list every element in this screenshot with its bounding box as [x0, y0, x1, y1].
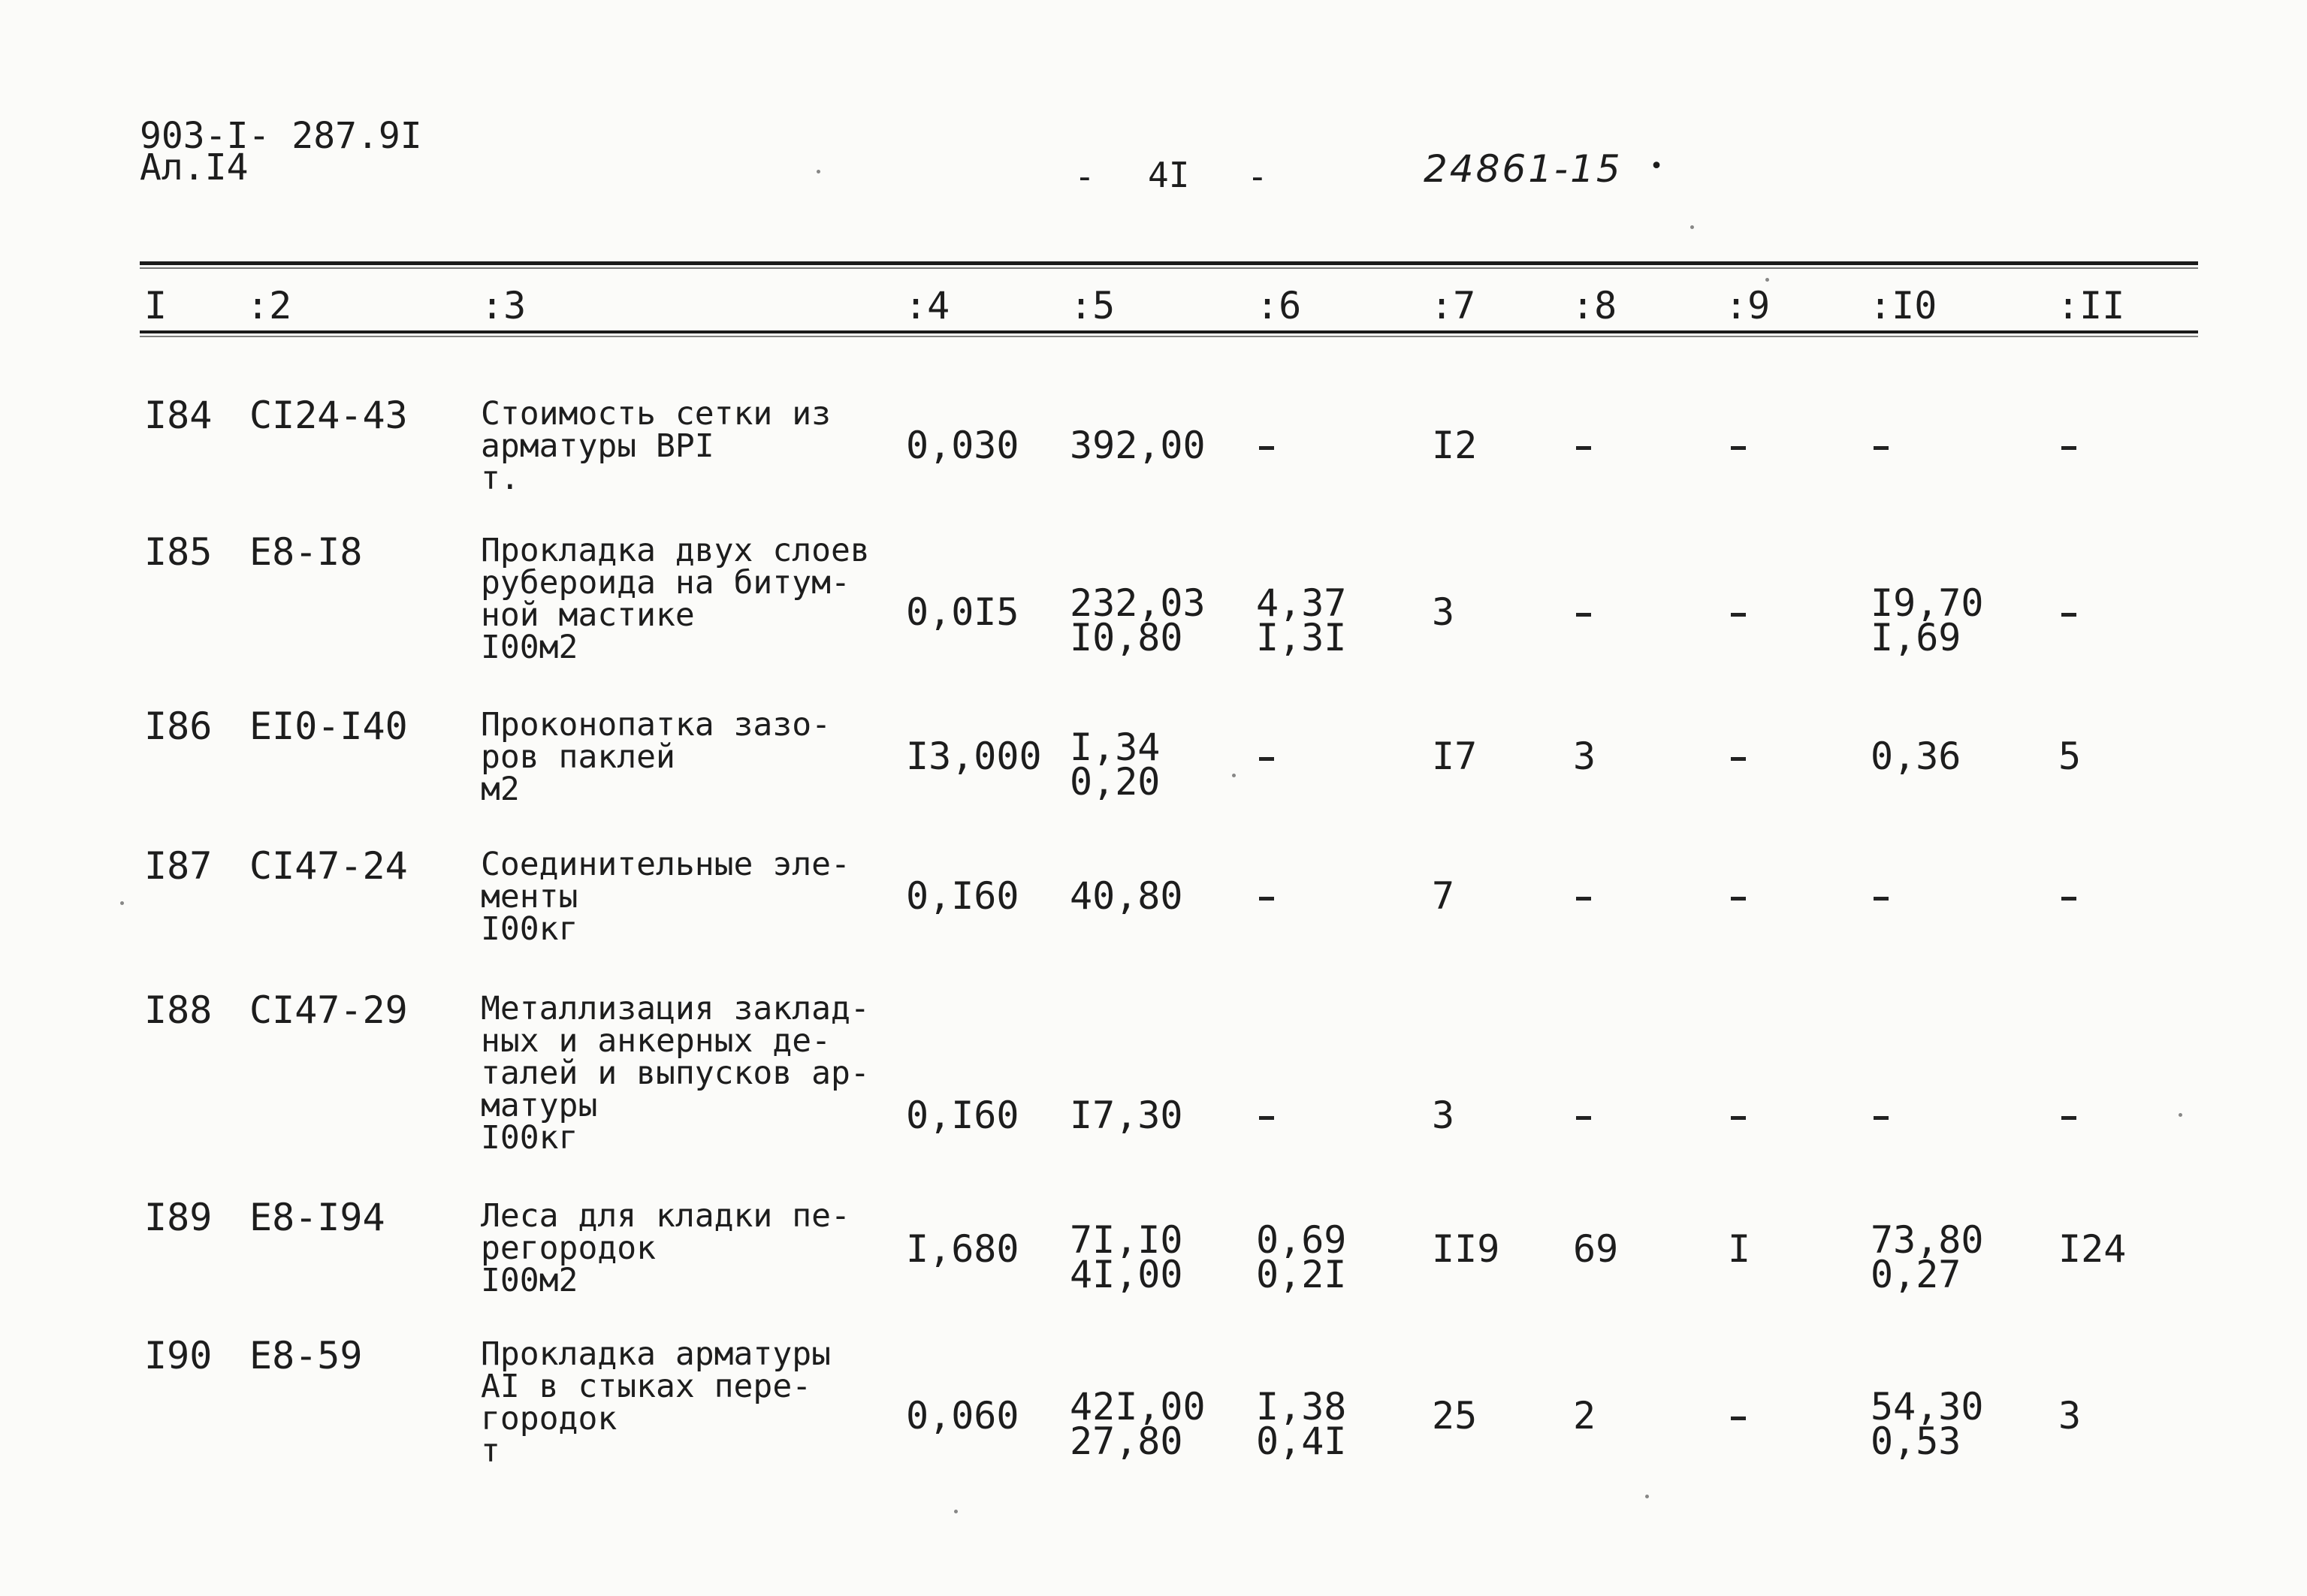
- quantity-value: 0,0I5: [906, 590, 1019, 634]
- column-11-value: [2061, 613, 2076, 617]
- column-10-value: I9,70: [1871, 581, 1984, 625]
- work-description-line: Леса для кладки пе-: [481, 1197, 850, 1235]
- column-6-value: 0,2I: [1256, 1253, 1347, 1296]
- row-number: I89: [144, 1196, 213, 1239]
- column-6-value: 0,4I: [1256, 1420, 1347, 1463]
- scan-speck: [1232, 774, 1236, 777]
- column-7-value: 3: [1432, 590, 1455, 634]
- unit-price-value: 27,80: [1070, 1420, 1183, 1463]
- column-11-value: I24: [2058, 1227, 2127, 1271]
- col-header-11: :II: [2057, 284, 2125, 327]
- column-6-value: [1259, 1116, 1274, 1120]
- column-8-value: 69: [1573, 1227, 1619, 1271]
- column-7-value: I7: [1432, 735, 1478, 778]
- page-dash-right: -: [1247, 156, 1268, 197]
- work-description-line: Проконопатка зазо-: [481, 706, 831, 744]
- col-header-1: I: [144, 284, 168, 327]
- work-description-line: городок: [481, 1400, 618, 1438]
- column-7-value: 7: [1432, 874, 1455, 918]
- col-header-5: :5: [1070, 284, 1116, 327]
- row-number: I88: [144, 988, 213, 1032]
- scan-speck: [817, 170, 820, 173]
- column-10-value: [1874, 897, 1889, 901]
- column-7-value: 3: [1432, 1094, 1455, 1137]
- work-description-line: AI в стыках пере-: [481, 1368, 812, 1405]
- column-9-value: [1731, 446, 1746, 450]
- row-number: I84: [144, 394, 213, 437]
- col-header-8: :8: [1572, 284, 1617, 327]
- unit-price-value: 42I,00: [1070, 1385, 1206, 1429]
- norm-code: CI24-43: [249, 394, 408, 437]
- scan-speck: [954, 1510, 958, 1513]
- unit-price-value: 0,20: [1070, 760, 1161, 804]
- document-code: 903-I- 287.9I: [140, 115, 422, 157]
- column-10-value: 0,53: [1871, 1420, 1961, 1463]
- work-description-line: I00кг: [481, 1119, 578, 1157]
- norm-code: E8-I94: [249, 1196, 385, 1239]
- table-header-rule: [140, 330, 2198, 333]
- column-11-value: [2061, 897, 2076, 901]
- inventory-number: 24861-15: [1424, 147, 1623, 191]
- work-description-line: I00кг: [481, 910, 578, 948]
- col-header-4: :4: [904, 284, 950, 327]
- quantity-value: 0,030: [906, 424, 1019, 467]
- scan-speck: [1690, 225, 1694, 229]
- work-description-line: Соединительные эле-: [481, 846, 850, 883]
- quantity-value: 0,I60: [906, 874, 1019, 918]
- quantity-value: I3,000: [906, 735, 1042, 778]
- quantity-value: I,680: [906, 1227, 1019, 1271]
- page-number: 4I: [1148, 155, 1190, 195]
- unit-price-value: 40,80: [1070, 874, 1183, 918]
- col-header-10: :I0: [1869, 284, 1937, 327]
- unit-price-value: 232,03: [1070, 581, 1206, 625]
- work-description-line: ной мастике: [481, 596, 695, 634]
- col-header-6: :6: [1256, 284, 1302, 327]
- unit-price-value: I7,30: [1070, 1094, 1183, 1137]
- work-description-line: талей и выпусков ар-: [481, 1054, 870, 1092]
- table-header-rule-thin: [140, 336, 2198, 337]
- work-description-line: Прокладка арматуры: [481, 1335, 831, 1373]
- norm-code: E8-59: [249, 1334, 363, 1377]
- column-11-value: [2061, 446, 2076, 450]
- inventory-mark: •: [1650, 153, 1664, 180]
- scan-speck: [1645, 1495, 1649, 1498]
- column-6-value: [1259, 757, 1274, 761]
- norm-code: CI47-29: [249, 988, 408, 1032]
- work-description-line: регородок: [481, 1229, 656, 1267]
- work-description-line: менты: [481, 878, 578, 916]
- column-8-value: [1576, 613, 1591, 617]
- col-header-9: :9: [1725, 284, 1771, 327]
- scan-speck: [120, 901, 124, 905]
- unit-price-value: I,34: [1070, 726, 1161, 769]
- column-6-value: I,3I: [1256, 616, 1347, 659]
- column-7-value: II9: [1432, 1227, 1500, 1271]
- column-8-value: 2: [1573, 1394, 1596, 1438]
- column-8-value: [1576, 897, 1591, 901]
- work-description-line: арматуры BPI: [481, 427, 714, 465]
- row-number: I90: [144, 1334, 213, 1377]
- work-description-line: I00м2: [481, 629, 578, 666]
- column-9-value: [1731, 757, 1746, 761]
- work-description-line: матуры: [481, 1087, 598, 1124]
- column-6-value: 0,69: [1256, 1218, 1347, 1262]
- norm-code: CI47-24: [249, 844, 408, 888]
- work-description-line: Прокладка двух слоев: [481, 532, 870, 569]
- row-number: I86: [144, 704, 213, 748]
- work-description-line: Стоимость сетки из: [481, 395, 831, 433]
- norm-code: EI0-I40: [249, 704, 408, 748]
- column-10-value: [1874, 446, 1889, 450]
- row-number: I87: [144, 844, 213, 888]
- quantity-value: 0,060: [906, 1394, 1019, 1438]
- unit-price-value: 392,00: [1070, 424, 1206, 467]
- col-header-2: :2: [246, 284, 292, 327]
- work-description-line: м2: [481, 771, 520, 808]
- column-10-value: 0,27: [1871, 1253, 1961, 1296]
- column-9-value: [1731, 897, 1746, 901]
- column-8-value: 3: [1573, 735, 1596, 778]
- work-description-line: Металлизация заклад-: [481, 990, 870, 1027]
- table-top-rule: [140, 261, 2198, 265]
- scan-speck: [1765, 278, 1769, 282]
- column-6-value: [1259, 897, 1274, 901]
- table-top-rule-thin: [140, 267, 2198, 269]
- unit-price-value: 7I,I0: [1070, 1218, 1183, 1262]
- work-description-line: т.: [481, 460, 520, 497]
- column-8-value: [1576, 446, 1591, 450]
- col-header-3: :3: [481, 284, 527, 327]
- scan-speck: [2179, 1113, 2182, 1117]
- unit-price-value: I0,80: [1070, 616, 1183, 659]
- column-10-value: I,69: [1871, 616, 1961, 659]
- column-6-value: I,38: [1256, 1385, 1347, 1429]
- column-9-value: I: [1728, 1227, 1751, 1271]
- column-10-value: [1874, 1116, 1889, 1120]
- column-10-value: 0,36: [1871, 735, 1961, 778]
- column-9-value: [1731, 1416, 1746, 1420]
- quantity-value: 0,I60: [906, 1094, 1019, 1137]
- norm-code: E8-I8: [249, 530, 363, 574]
- column-11-value: 5: [2058, 735, 2082, 778]
- column-9-value: [1731, 613, 1746, 617]
- column-6-value: [1259, 446, 1274, 450]
- column-9-value: [1731, 1116, 1746, 1120]
- sheet-label: Ал.I4: [140, 146, 249, 189]
- work-description-line: т: [481, 1432, 500, 1470]
- work-description-line: I00м2: [481, 1262, 578, 1299]
- row-number: I85: [144, 530, 213, 574]
- column-6-value: 4,37: [1256, 581, 1347, 625]
- column-11-value: [2061, 1116, 2076, 1120]
- work-description-line: рубероида на битум-: [481, 564, 850, 602]
- column-10-value: 54,30: [1871, 1385, 1984, 1429]
- work-description-line: ров паклей: [481, 738, 675, 776]
- column-7-value: 25: [1432, 1394, 1478, 1438]
- work-description-line: ных и анкерных де-: [481, 1022, 831, 1060]
- unit-price-value: 4I,00: [1070, 1253, 1183, 1296]
- column-11-value: 3: [2058, 1394, 2082, 1438]
- column-10-value: 73,80: [1871, 1218, 1984, 1262]
- col-header-7: :7: [1430, 284, 1476, 327]
- column-8-value: [1576, 1116, 1591, 1120]
- page-dash-left: -: [1074, 156, 1095, 197]
- column-7-value: I2: [1432, 424, 1478, 467]
